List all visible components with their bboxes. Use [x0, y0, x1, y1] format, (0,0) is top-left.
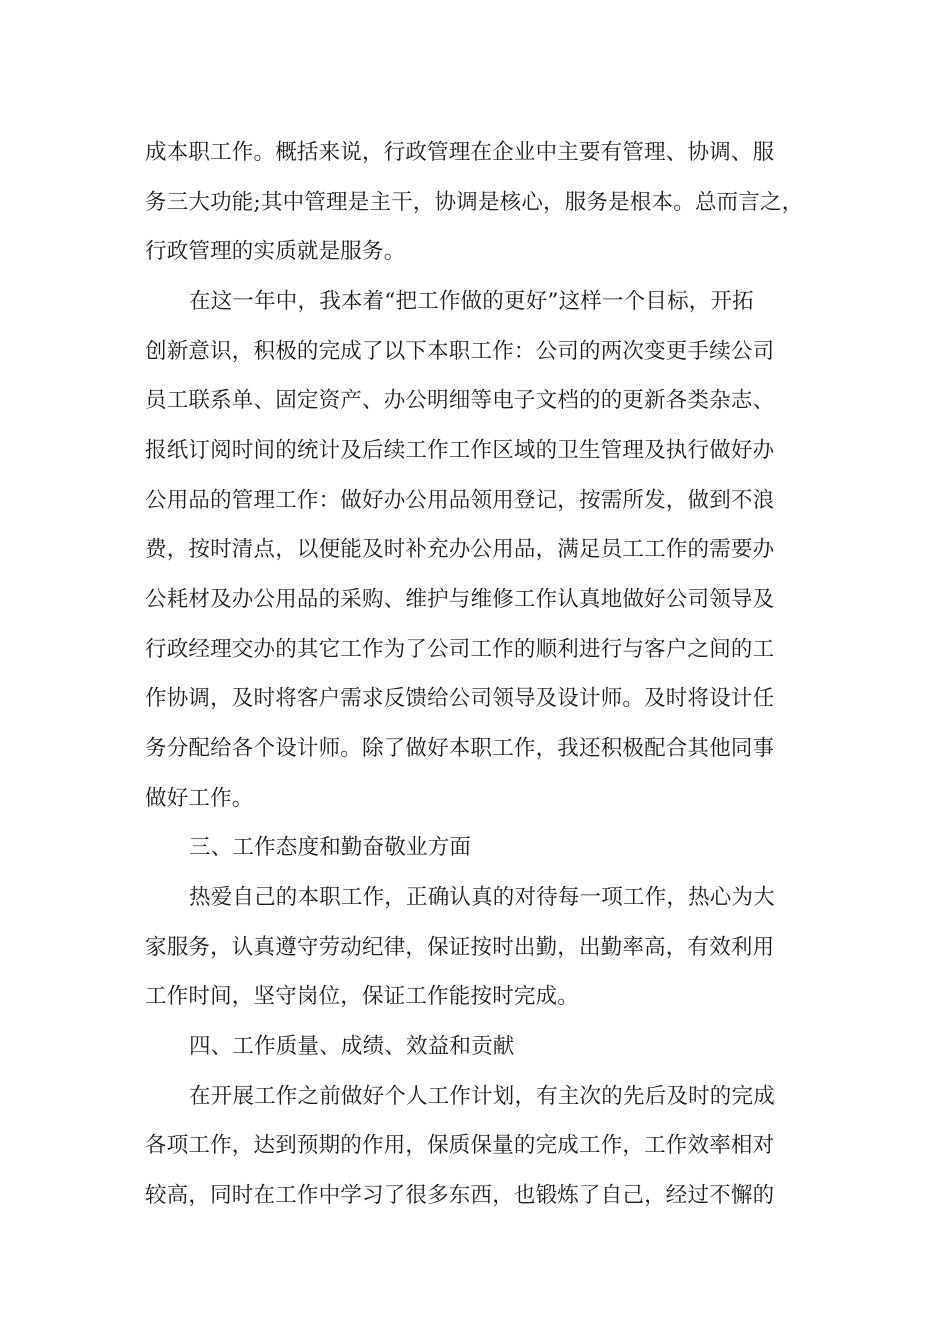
- paragraph-1-line-3: 行政管理的实质就是服务。: [145, 239, 406, 264]
- paragraph-2-line-1: 在这一年中，我本着“把工作做的更好”这样一个目标，开拓: [189, 289, 754, 314]
- section-heading-4: 四、工作质量、成绩、效益和贡献: [189, 1034, 515, 1059]
- paragraph-2-line-2: 创新意识，积极的完成了以下本职工作：公司的两次变更手续公司: [145, 339, 775, 364]
- paragraph-2-line-8: 行政经理交办的其它工作为了公司工作的顺利进行与客户之间的工: [145, 637, 775, 662]
- paragraph-2-line-11: 做好工作。: [145, 786, 254, 811]
- paragraph-3-line-1: 热爱自己的本职工作，正确认真的对待每一项工作，热心为大: [189, 885, 775, 910]
- paragraph-2-line-6: 费，按时清点，以便能及时补充办公用品，满足员工工作的需要办: [145, 537, 775, 562]
- paragraph-1-line-1: 成本职工作。概括来说，行政管理在企业中主要有管理、协调、服: [145, 140, 775, 165]
- paragraph-2-line-9: 作协调，及时将客户需求反馈给公司领导及设计师。及时将设计任: [145, 686, 775, 711]
- paragraph-2-line-4: 报纸订阅时间的统计及后续工作工作区域的卫生管理及执行做好办: [145, 438, 775, 463]
- paragraph-3-line-3: 工作时间，坚守岗位，保证工作能按时完成。: [145, 984, 580, 1009]
- paragraph-2-line-7: 公耗材及办公用品的采购、维护与维修工作认真地做好公司领导及: [145, 587, 775, 612]
- paragraph-4-line-3: 较高，同时在工作中学习了很多东西，也锻炼了自己，经过不懈的: [145, 1183, 775, 1208]
- paragraph-2-line-10: 务分配给各个设计师。除了做好本职工作，我还积极配合其他同事: [145, 736, 775, 761]
- section-heading-3: 三、工作态度和勤奋敬业方面: [189, 835, 472, 860]
- paragraph-2-line-3: 员工联系单、固定资产、办公明细等电子文档的的更新各类杂志、: [145, 388, 775, 413]
- paragraph-2-line-5: 公用品的管理工作：做好办公用品领用登记，按需所发，做到不浪: [145, 488, 775, 513]
- paragraph-1-line-2: 务三大功能;其中管理是主干，协调是核心，服务是根本。总而言之，: [145, 190, 804, 215]
- paragraph-3-line-2: 家服务，认真遵守劳动纪律，保证按时出勤，出勤率高，有效利用: [145, 935, 775, 960]
- paragraph-4-line-1: 在开展工作之前做好个人工作计划，有主次的先后及时的完成: [189, 1084, 775, 1109]
- paragraph-4-line-2: 各项工作，达到预期的作用，保质保量的完成工作，工作效率相对: [145, 1133, 775, 1158]
